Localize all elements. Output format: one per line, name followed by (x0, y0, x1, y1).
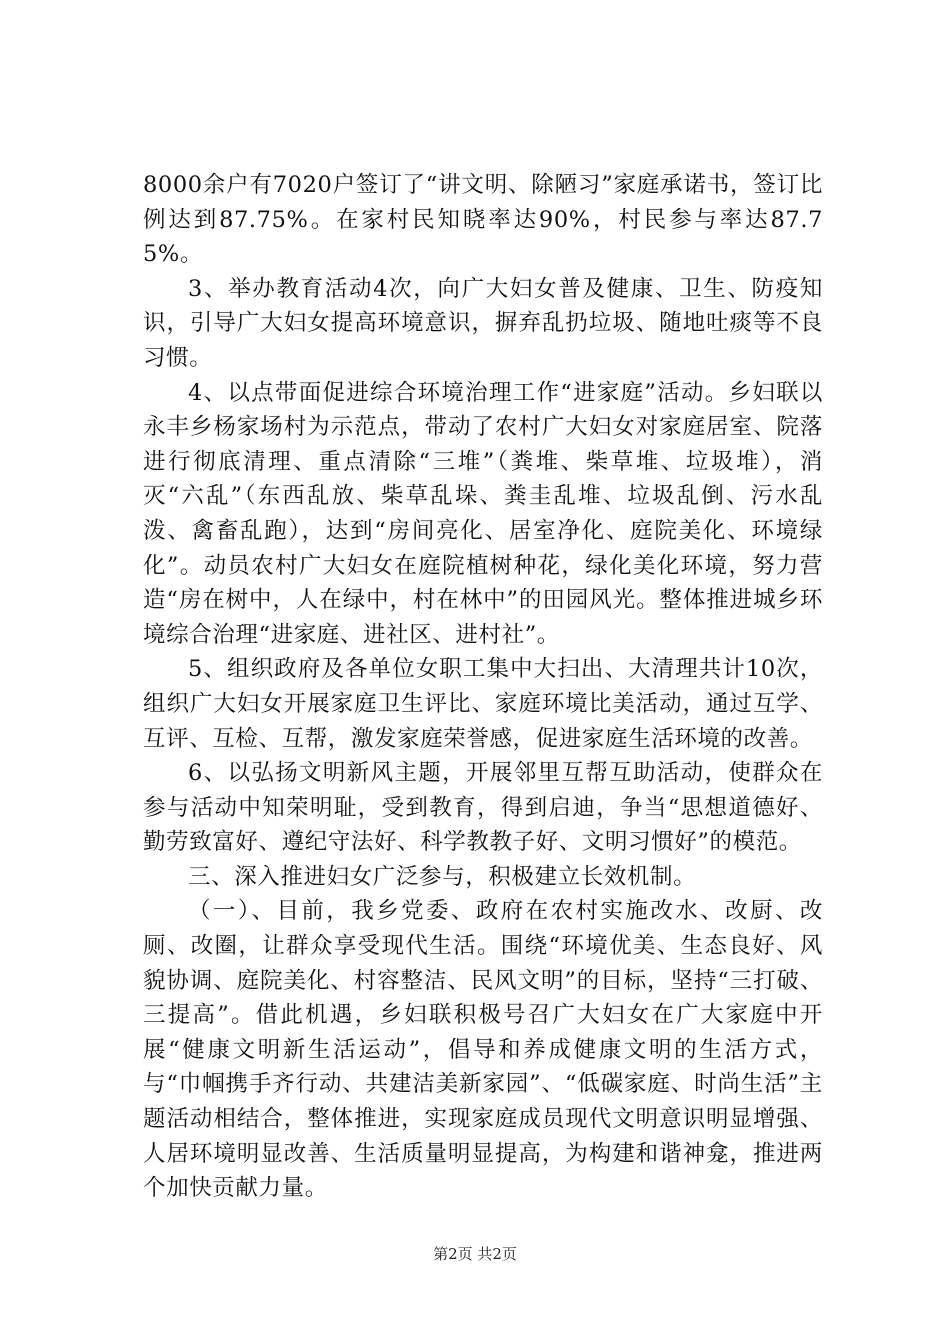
paragraph-item-5: 5、组织政府及各单位女职工集中大扫出、大清理共计10次，组织广大妇女开展家庭卫生评比、家庭环境比美活动，通过互学、互评、互检、互帮，激发家庭荣誉感，促进家庭生活环境的改善。 (143, 656, 823, 752)
paragraph-continuation: 8000余户有7020户签订了“讲文明、除陋习”家庭承诺书，签订比例达到87.75%。在家村民知晓率达90%，村民参与率达87.75%。 (143, 172, 823, 268)
page-footer: 第2页 共2页 (433, 1245, 517, 1263)
paragraph-item-3: 3、举办教育活动4次，向广大妇女普及健康、卫生、防疫知识，引导广大妇女提高环境意识，摒弃乱扔垃圾、随地吐痰等不良习惯。 (143, 275, 823, 371)
paragraph-item-6: 6、以弘扬文明新风主题，开展邻里互帮互助活动，使群众在参与活动中知荣明耻，受到教育，得到启迪，争当“思想道德好、勤劳致富好、遵纪守法好、科学教教子好、文明习惯好”的模范。 (143, 760, 823, 856)
document-body (143, 168, 823, 1206)
paragraph-subsection-1: （一）、目前，我乡党委、政府在农村实施改水、改厨、改厕、改圈，让群众享受现代生活。围绕“环境优美、生态良好、风貌协调、庭院美化、村容整洁、民风文明”的目标，坚持“三打破、三提高”。借此机遇，乡妇联积极号召广大妇女在广大家庭中开展“健康文明新生活运动”，倡导和养成健康文明的生活方式，与“巾帼携手齐行动、共建洁美新家园”、“低碳家庭、时尚生活”主题活动相结合，整体推进，实现家庭成员现代文明意识明显增强、人居环境明显改善、生活质量明显提高，为构建和谐神龛，推进两个加快贡献力量。 (143, 898, 823, 1202)
paragraph-item-4: 4、以点带面促进综合环境治理工作“进家庭”活动。乡妇联以永丰乡杨家场村为示范点，带动了农村广大妇女对家庭居室、院落进行彻底清理、重点清除“三堆”（粪堆、柴草堆、垃圾堆），消灭“六乱”（东西乱放、柴草乱垛、粪圭乱堆、垃圾乱倒、污水乱泼、禽畜乱跑），达到“房间亮化、居室净化、庭院美化、环境绿化”。动员农村广大妇女在庭院植树种花，绿化美化环境，努力营造“房在树中，人在绿中，村在林中”的田园风光。整体推进城乡环境综合治理“进家庭、进社区、进村社”。 (143, 379, 823, 648)
section-heading-3: 三、深入推进妇女广泛参与，积极建立长效机制。 (188, 863, 697, 890)
